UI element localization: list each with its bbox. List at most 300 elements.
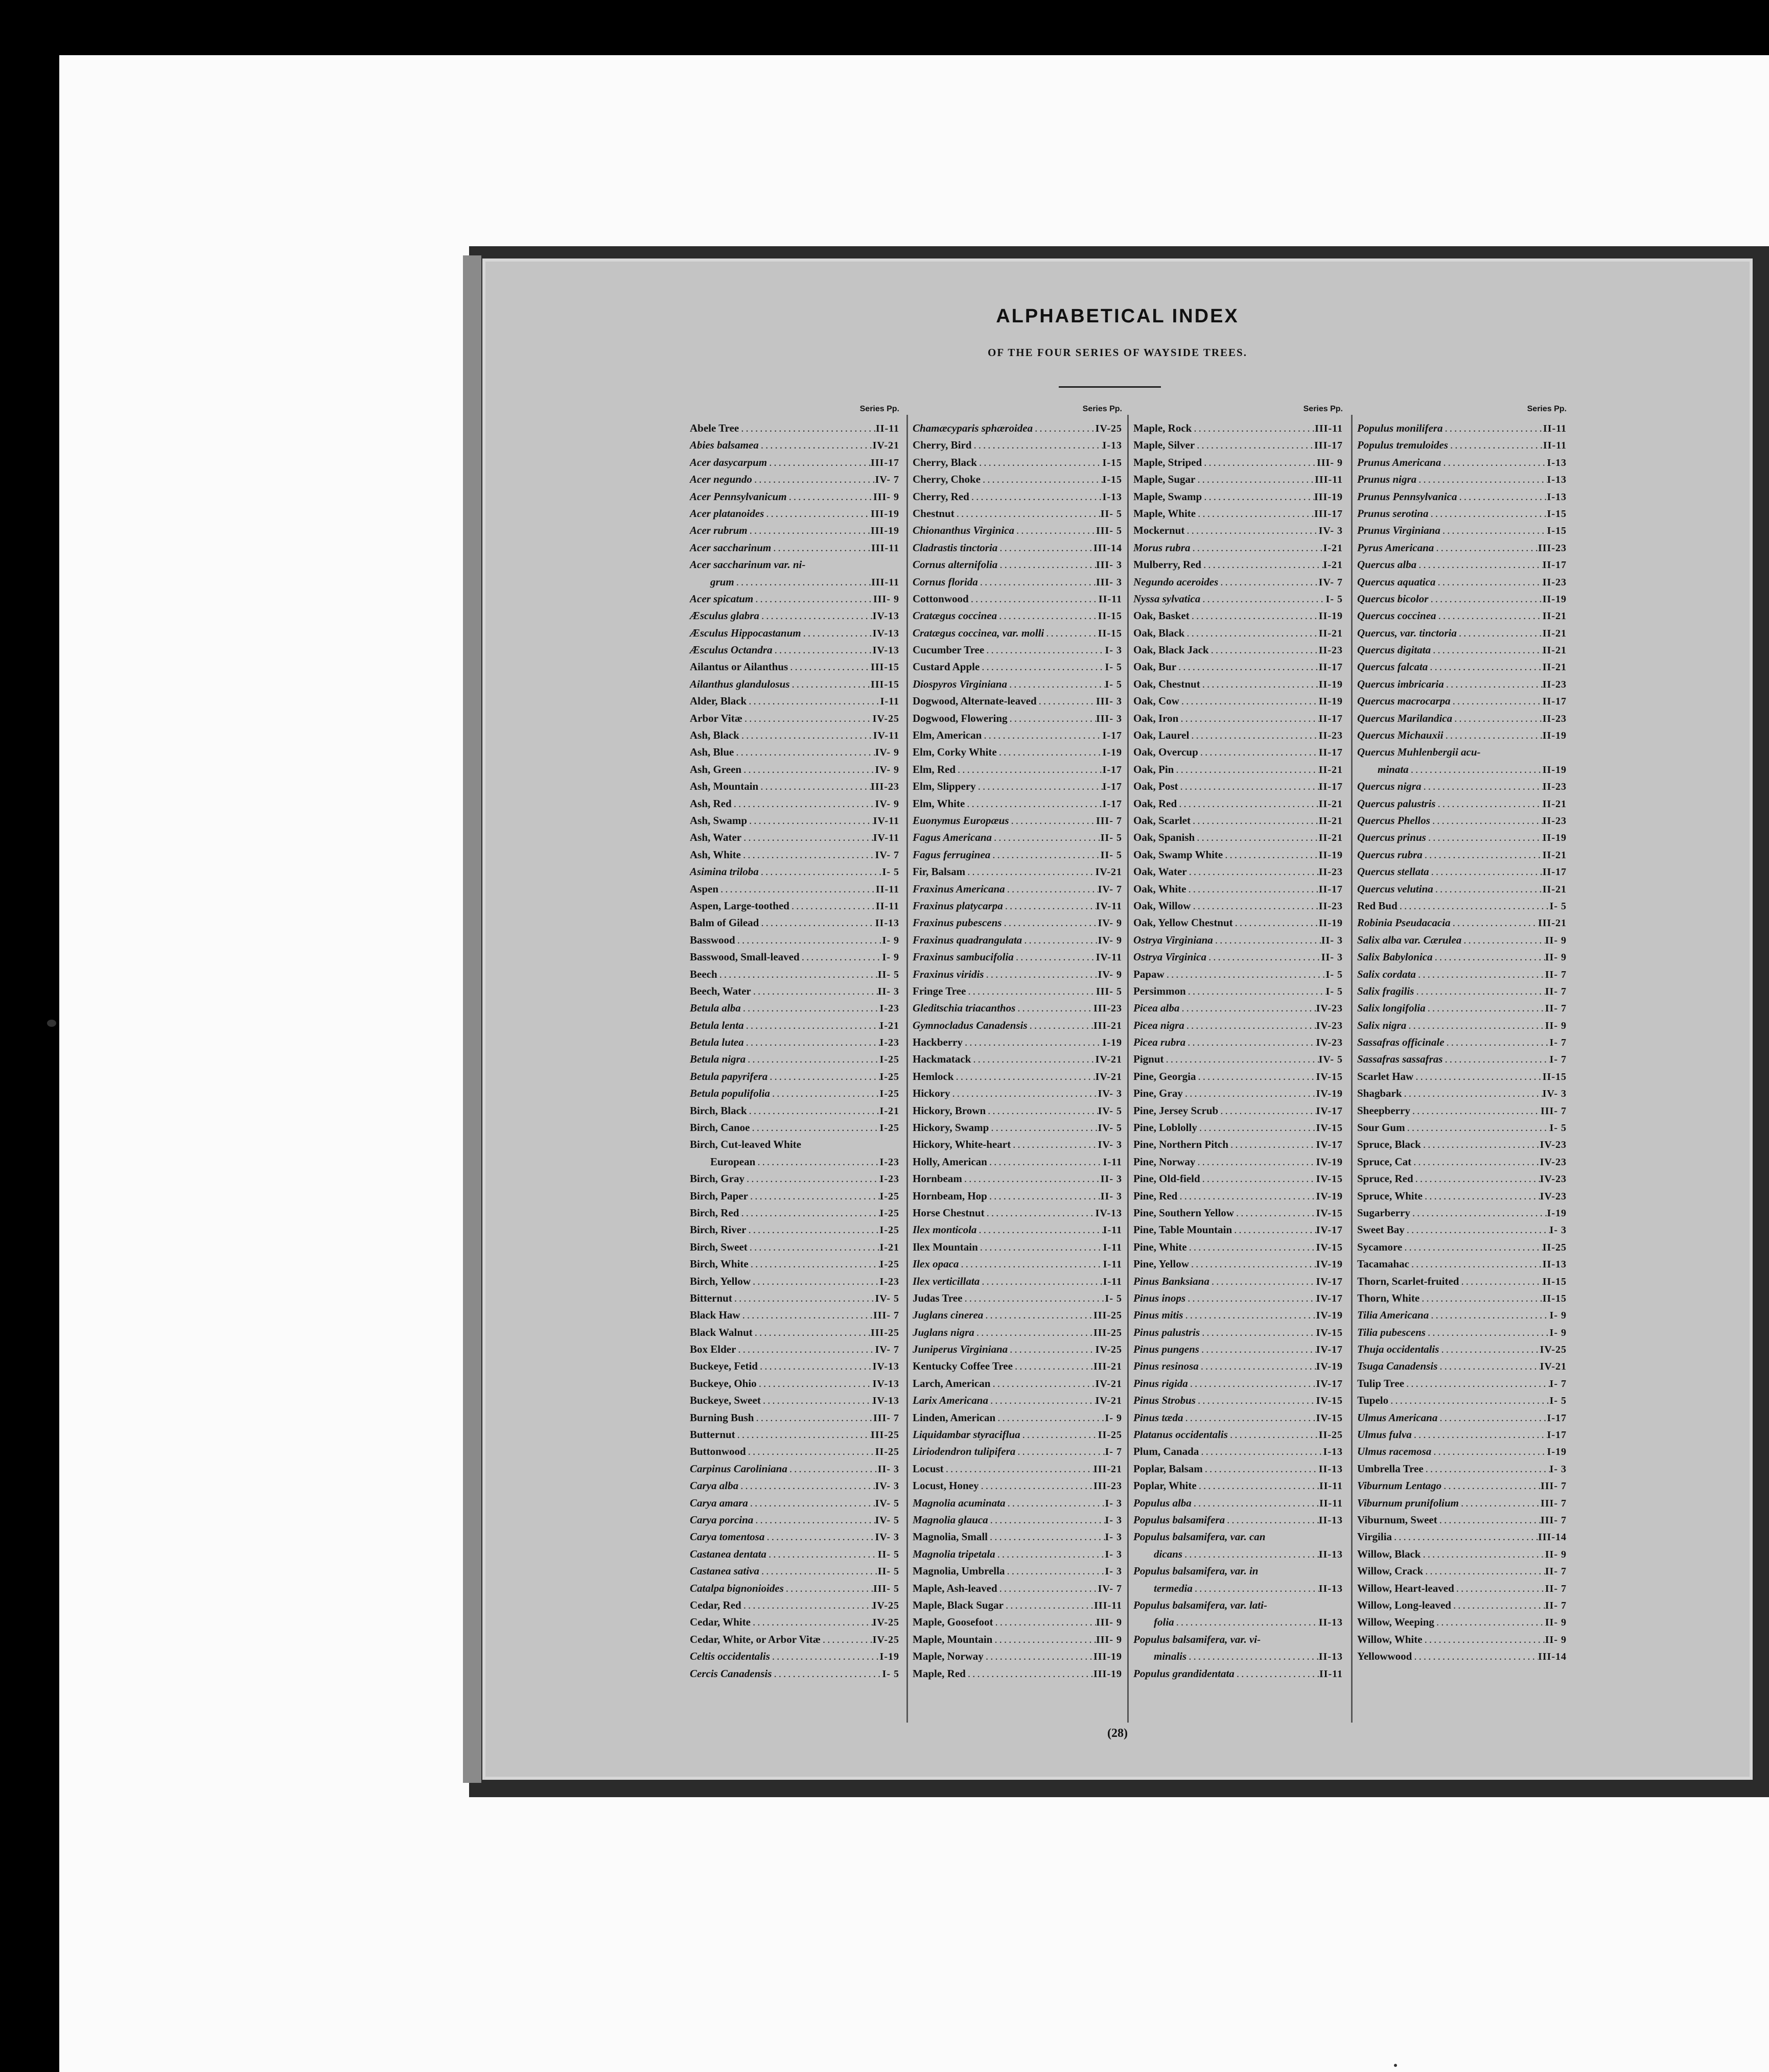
entry-series-page: IV-25 <box>872 713 899 724</box>
entry-series-page: IV- 7 <box>875 849 899 861</box>
entry-name: dicans <box>1154 1547 1183 1560</box>
entry-name: Cedar, White, or Arbor Vitæ <box>690 1633 821 1645</box>
entry-name: Prunus nigra <box>1357 473 1417 486</box>
index-entry <box>690 574 899 591</box>
index-entry <box>1357 710 1567 727</box>
leader-dots <box>963 1034 1103 1051</box>
entry-series-page: IV-25 <box>1095 1344 1122 1356</box>
entry-series-page: II-13 <box>1542 1259 1567 1270</box>
index-entry <box>690 1017 899 1034</box>
leader-dots <box>739 420 876 437</box>
entry-series-page: II- 5 <box>877 969 899 980</box>
entry-series-page: II-23 <box>1318 645 1343 656</box>
entry-series-page: I-13 <box>1547 474 1567 486</box>
index-entry <box>690 642 899 658</box>
leader-dots <box>751 1614 873 1631</box>
entry-name: Beech, Water <box>690 984 751 997</box>
entry-series-page: III-23 <box>1093 1003 1122 1015</box>
entry-name: Elm, Corky White <box>913 746 997 759</box>
entry-name: Oak, Laurel <box>1133 729 1190 742</box>
entry-series-page: II-23 <box>1542 576 1567 588</box>
entry-name: Platanus occidentalis <box>1133 1428 1228 1441</box>
leader-dots <box>753 591 873 607</box>
leader-dots <box>759 914 875 931</box>
leader-dots <box>1424 1461 1550 1477</box>
entry-series-page: II- 7 <box>1545 1003 1567 1015</box>
leader-dots <box>1421 1136 1540 1153</box>
index-entry <box>1357 1324 1567 1341</box>
index-entry <box>913 1341 1122 1358</box>
entry-series-page: II-11 <box>875 883 899 895</box>
entry-name: Cedar, Red <box>690 1598 741 1611</box>
entry-name: Sour Gum <box>1357 1121 1405 1134</box>
entry-series-page: II-21 <box>1542 798 1567 810</box>
leader-dots <box>988 1392 1096 1409</box>
leader-dots <box>1440 522 1547 539</box>
entry-series-page: I- 5 <box>1549 1395 1567 1407</box>
index-entry <box>913 1461 1122 1477</box>
leader-dots <box>1410 1102 1541 1119</box>
leader-dots <box>992 1631 1096 1648</box>
entry-series-page: I-23 <box>879 1003 899 1015</box>
entry-series-page: I- 9 <box>882 934 899 946</box>
leader-dots <box>1441 1477 1541 1494</box>
entry-series-page: III- 7 <box>873 1412 899 1424</box>
index-entry <box>690 983 899 1000</box>
index-entry <box>690 1170 899 1187</box>
index-entry <box>1357 1085 1567 1102</box>
entry-name: Maple, Goosefoot <box>913 1616 993 1629</box>
entry-name: Mockernut <box>1133 524 1185 537</box>
entry-series-page: IV-23 <box>1540 1139 1567 1151</box>
leader-dots <box>750 1119 879 1136</box>
entry-series-page: II-15 <box>1098 627 1122 639</box>
index-entry <box>690 1597 899 1614</box>
entry-name: Birch, Black <box>690 1104 747 1117</box>
entry-name: Birch, River <box>690 1223 747 1236</box>
leader-dots <box>1416 556 1543 573</box>
index-entry <box>1357 1563 1567 1580</box>
entry-series-page: II- 7 <box>1545 969 1567 980</box>
leader-dots <box>766 1546 878 1563</box>
entry-series-page: I-25 <box>879 1225 899 1236</box>
entry-name: Birch, Yellow <box>690 1275 751 1287</box>
index-entry <box>1133 1051 1343 1068</box>
entry-series-page: II-19 <box>1318 696 1343 708</box>
entry-name: Cherry, Bird <box>913 439 972 452</box>
entry-name: Ash, Red <box>690 797 732 810</box>
index-entry <box>913 1239 1122 1256</box>
entry-series-page: IV-21 <box>1095 866 1122 878</box>
index-entry <box>1133 795 1343 812</box>
entry-series-page: IV- 5 <box>1098 1105 1122 1117</box>
entry-series-page: IV- 7 <box>1098 1583 1122 1594</box>
leader-dots <box>1200 676 1319 693</box>
entry-name: Prunus Virginiana <box>1357 524 1440 537</box>
leader-dots <box>1003 898 1096 914</box>
index-entry <box>1133 761 1343 778</box>
leader-dots <box>1197 1477 1319 1494</box>
entry-name: Birch, Paper <box>690 1189 748 1202</box>
entry-series-page: I-21 <box>1323 559 1343 571</box>
entry-series-page: IV-25 <box>872 1634 899 1645</box>
entry-name: Populus balsamifera, var. can <box>1133 1531 1266 1543</box>
index-entry <box>690 761 899 778</box>
entry-series-page: IV-21 <box>1095 1395 1122 1407</box>
index-entry <box>913 949 1122 966</box>
leader-dots <box>751 983 878 1000</box>
leader-dots <box>1190 539 1323 556</box>
entry-name: Populus balsamifera, var. vi- <box>1133 1633 1261 1645</box>
index-entry <box>1133 932 1343 949</box>
entry-name: Basswood, Small-leaved <box>690 951 800 963</box>
leader-dots <box>790 676 871 693</box>
leader-dots <box>986 1102 1098 1119</box>
entry-series-page: I- 3 <box>1105 645 1122 656</box>
entry-name: Locust, Honey <box>913 1479 979 1492</box>
leader-dots <box>1225 1512 1319 1528</box>
entry-series-page: II-17 <box>1318 662 1343 673</box>
entry-name: Ostrya Virginiana <box>1133 933 1213 946</box>
leader-dots <box>1218 1102 1316 1119</box>
entry-series-page: II-15 <box>1098 610 1122 622</box>
leader-dots <box>1411 1153 1540 1170</box>
entry-series-page: II- 7 <box>1545 1583 1567 1594</box>
entry-series-page: III- 3 <box>1096 713 1122 724</box>
index-entry <box>1133 1256 1343 1273</box>
entry-series-page: II-15 <box>1542 1071 1567 1082</box>
entry-name: Oak, White <box>1133 882 1186 895</box>
entry-series-page: I-15 <box>1547 525 1567 537</box>
index-entry <box>690 966 899 983</box>
entry-name: Fraxinus Americana <box>913 882 1005 895</box>
entry-name: Betula lenta <box>690 1019 744 1031</box>
index-entry <box>690 1256 899 1273</box>
index-entry <box>913 1358 1122 1375</box>
leader-dots <box>1184 625 1318 642</box>
entry-series-page: IV-11 <box>1096 900 1122 912</box>
index-entry <box>690 744 899 761</box>
entry-name: Acer saccharinum var. ni- <box>690 558 806 571</box>
leader-dots <box>741 829 873 846</box>
entry-name: Basswood <box>690 933 735 946</box>
entry-series-page: II-11 <box>875 900 899 912</box>
index-entry <box>1357 539 1567 556</box>
index-entry <box>1357 591 1567 607</box>
leader-dots <box>1203 1461 1319 1477</box>
leader-dots <box>1177 795 1319 812</box>
leader-dots <box>1405 1221 1550 1238</box>
leader-dots <box>1209 1273 1316 1290</box>
leader-dots <box>718 881 876 898</box>
leader-dots <box>741 1000 880 1017</box>
index-entry <box>1357 1528 1567 1545</box>
entry-series-page: III-11 <box>1315 423 1343 434</box>
index-entry <box>690 488 899 505</box>
entry-name: Picea alba <box>1133 1002 1180 1015</box>
index-entry <box>1357 505 1567 522</box>
entry-series-page: III-25 <box>870 1429 899 1441</box>
leader-dots <box>1452 710 1543 727</box>
entry-name: Oak, Bur <box>1133 661 1177 673</box>
leader-dots <box>1179 693 1319 710</box>
leader-dots <box>1178 710 1318 727</box>
entry-name: Fringe Tree <box>913 984 966 997</box>
index-entry <box>1133 1512 1343 1528</box>
leader-dots <box>1233 914 1319 931</box>
leader-dots <box>1426 1324 1550 1341</box>
entry-series-page: IV-17 <box>1316 1139 1343 1151</box>
index-entry <box>1133 1546 1343 1563</box>
entry-name: Oak, Basket <box>1133 609 1190 622</box>
leader-dots <box>1196 505 1314 522</box>
index-entry <box>1357 1546 1567 1563</box>
leader-dots <box>1178 778 1319 795</box>
index-entry <box>1133 1409 1343 1426</box>
entry-series-page: II- 9 <box>1545 1617 1567 1629</box>
leader-dots <box>772 1665 882 1682</box>
entry-name: Pinus pungens <box>1133 1343 1199 1356</box>
index-entry <box>913 471 1122 488</box>
leader-dots <box>1186 983 1326 1000</box>
index-entry <box>913 898 1122 914</box>
entry-series-page: IV-15 <box>1316 1327 1343 1338</box>
entry-name: European <box>710 1155 756 1168</box>
index-entry <box>1133 642 1343 658</box>
entry-series-page: I- 3 <box>1549 1225 1567 1236</box>
entry-series-page: IV- 3 <box>875 1532 899 1543</box>
index-entry <box>1133 454 1343 471</box>
leader-dots <box>747 812 873 829</box>
entry-name: Cornus alternifolia <box>913 558 998 571</box>
leader-dots <box>761 1392 873 1409</box>
index-entry <box>690 1614 899 1631</box>
leader-dots <box>1388 1392 1549 1409</box>
entry-name: Pine, Yellow <box>1133 1258 1189 1270</box>
entry-series-page: II- 3 <box>1100 1190 1122 1202</box>
index-entry <box>913 983 1122 1000</box>
entry-name: Betula populifolia <box>690 1087 770 1100</box>
index-entry <box>1357 1358 1567 1375</box>
leader-dots <box>1421 778 1542 795</box>
entry-name: Papaw <box>1133 968 1165 980</box>
entry-series-page: I- 5 <box>1325 985 1343 997</box>
entry-name: Pine, Red <box>1133 1189 1178 1202</box>
entry-name: Acer rubrum <box>690 524 748 537</box>
index-entry <box>690 1273 899 1290</box>
entry-series-page: I-21 <box>879 1020 899 1031</box>
index-entry <box>913 1426 1122 1443</box>
entry-name: Asimina triloba <box>690 865 759 878</box>
entry-name: Fraxinus quadrangulata <box>913 933 1022 946</box>
entry-series-page: III-14 <box>1538 1651 1567 1663</box>
index-entry <box>1357 1307 1567 1324</box>
leader-dots <box>1451 693 1543 710</box>
entry-name: Balm of Gilead <box>690 916 759 929</box>
entry-name: Judas Tree <box>913 1291 963 1304</box>
index-entry <box>690 710 899 727</box>
entry-series-page: II-13 <box>1318 1583 1343 1594</box>
entry-name: Pine, White <box>1133 1240 1187 1253</box>
entry-series-page: I-25 <box>879 1207 899 1219</box>
index-entry <box>690 1477 899 1494</box>
entry-name: Cottonwood <box>913 592 969 605</box>
entry-series-page: II- 5 <box>1100 832 1122 844</box>
index-entry <box>1357 863 1567 880</box>
entry-name: Salix nigra <box>1357 1019 1407 1031</box>
entry-name: Red Bud <box>1357 899 1398 912</box>
entry-series-page: II- 5 <box>877 1548 899 1560</box>
index-entry <box>690 454 899 471</box>
entry-series-page: I- 5 <box>1325 593 1343 605</box>
leader-dots <box>1435 574 1542 591</box>
entry-series-page: III-23 <box>1538 542 1567 554</box>
index-entry <box>690 1290 899 1307</box>
entry-name: Sycamore <box>1357 1240 1403 1253</box>
entry-series-page: IV-21 <box>1095 1054 1122 1066</box>
entry-series-page: I-21 <box>879 1105 899 1117</box>
index-entry <box>1357 1461 1567 1477</box>
leader-dots <box>982 727 1102 744</box>
entry-name: Spruce, Black <box>1357 1138 1421 1151</box>
entry-name: Maple, Striped <box>1133 456 1202 468</box>
entry-series-page: IV-13 <box>872 610 899 622</box>
leader-dots <box>966 1665 1093 1682</box>
index-entry <box>1357 1170 1567 1187</box>
entry-name: Viburnum, Sweet <box>1357 1514 1437 1526</box>
entry-series-page: II-19 <box>1542 593 1567 605</box>
entry-name: Buttonwood <box>690 1445 746 1458</box>
index-entry <box>913 1170 1122 1187</box>
page-subtitle: OF THE FOUR SERIES OF WAYSIDE TREES. <box>988 346 1247 359</box>
index-entry <box>1357 1341 1567 1358</box>
leader-dots <box>1413 1170 1540 1187</box>
index-entry <box>913 607 1122 624</box>
entry-series-page: I- 5 <box>1325 969 1343 980</box>
index-entry <box>1133 1665 1343 1682</box>
entry-name: Quercus Michauxii <box>1357 729 1444 742</box>
entry-name: Willow, White <box>1357 1633 1423 1645</box>
index-entry <box>913 1546 1122 1563</box>
leader-dots <box>965 795 1102 812</box>
leader-dots <box>978 1239 1103 1256</box>
entry-series-page: I-13 <box>1547 457 1567 468</box>
leader-dots <box>990 846 1100 863</box>
entry-series-page: II-21 <box>1318 798 1343 810</box>
entry-name: Quercus aquatica <box>1357 575 1436 588</box>
entry-series-page: II-19 <box>1318 678 1343 690</box>
entry-name: Birch, White <box>690 1258 749 1270</box>
entry-name: Pine, Old-field <box>1133 1172 1200 1185</box>
entry-name: Oak, Swamp White <box>1133 848 1223 861</box>
leader-dots <box>749 1256 880 1273</box>
leader-dots <box>1423 846 1543 863</box>
entry-name: Ash, Swamp <box>690 814 748 827</box>
entry-name: Salix fragilis <box>1357 984 1414 997</box>
leader-dots <box>978 574 1096 591</box>
leader-dots <box>1434 1614 1545 1631</box>
entry-series-page: II-11 <box>1319 1497 1343 1509</box>
leader-dots <box>995 1409 1105 1426</box>
leader-dots <box>1457 488 1547 505</box>
index-entry <box>1133 658 1343 675</box>
entry-name: Juglans cinerea <box>913 1309 984 1322</box>
index-entry <box>1133 556 1343 573</box>
leader-dots <box>764 505 871 522</box>
entry-series-page: IV-17 <box>1316 1292 1343 1304</box>
leader-dots <box>1185 1290 1316 1307</box>
leader-dots <box>1433 881 1543 898</box>
index-entry <box>690 676 899 693</box>
entry-series-page: III- 5 <box>1096 985 1122 997</box>
leader-dots <box>739 1205 879 1221</box>
leader-dots <box>988 1512 1105 1528</box>
entry-series-page: IV-15 <box>1316 1395 1343 1407</box>
entry-series-page: II- 3 <box>877 1463 899 1475</box>
index-entry <box>690 795 899 812</box>
index-entry <box>913 1256 1122 1273</box>
index-entry <box>1133 812 1343 829</box>
entry-series-page: II-19 <box>1318 849 1343 861</box>
index-entry <box>913 1443 1122 1460</box>
entry-series-page: IV-23 <box>1316 1020 1343 1031</box>
leader-dots <box>1187 863 1319 880</box>
index-entry <box>1133 1443 1343 1460</box>
leader-dots <box>1185 1034 1316 1051</box>
index-entry <box>1133 607 1343 624</box>
entry-name: Horse Chestnut <box>913 1206 985 1219</box>
entry-series-page: III-23 <box>870 781 899 793</box>
entry-name: Gymnocladus Canadensis <box>913 1019 1028 1031</box>
leader-dots <box>1195 1153 1316 1170</box>
entry-name: Chionanthus Virginica <box>913 524 1015 537</box>
page-number: (28) <box>1107 1727 1128 1740</box>
leader-dots <box>1445 1034 1550 1051</box>
index-entry <box>913 539 1122 556</box>
index-entry <box>1133 420 1343 437</box>
leader-dots <box>744 1017 880 1034</box>
leader-dots <box>1433 949 1545 966</box>
entry-name: Acer saccharinum <box>690 541 772 554</box>
entry-series-page: II-17 <box>1542 696 1567 708</box>
leader-dots <box>787 488 873 505</box>
index-entry <box>1133 983 1343 1000</box>
entry-series-page: III- 9 <box>1096 1617 1122 1629</box>
index-entry <box>1357 522 1567 539</box>
entry-name: Quercus prinus <box>1357 831 1426 844</box>
entry-name: Maple, Ash-leaved <box>913 1582 997 1594</box>
leader-dots <box>984 642 1105 658</box>
entry-name: Oak, Pin <box>1133 763 1174 775</box>
entry-series-page: II- 3 <box>1100 1173 1122 1185</box>
index-entry <box>913 420 1122 437</box>
leader-dots <box>747 1102 880 1119</box>
leader-dots <box>1423 1631 1545 1648</box>
entry-series-page: III- 5 <box>1096 525 1122 537</box>
index-entry <box>1357 795 1567 812</box>
leader-dots <box>1196 1068 1316 1085</box>
entry-name: Custard Apple <box>913 661 980 673</box>
leader-dots <box>738 1477 875 1494</box>
entry-series-page: IV-17 <box>1316 1378 1343 1390</box>
leader-dots <box>974 1324 1093 1341</box>
entry-name: Spruce, White <box>1357 1189 1423 1202</box>
index-entry <box>1133 1068 1343 1085</box>
leader-dots <box>1022 932 1098 949</box>
leader-dots <box>732 1290 875 1307</box>
index-entry <box>1133 727 1343 744</box>
index-entry <box>1357 1426 1567 1443</box>
